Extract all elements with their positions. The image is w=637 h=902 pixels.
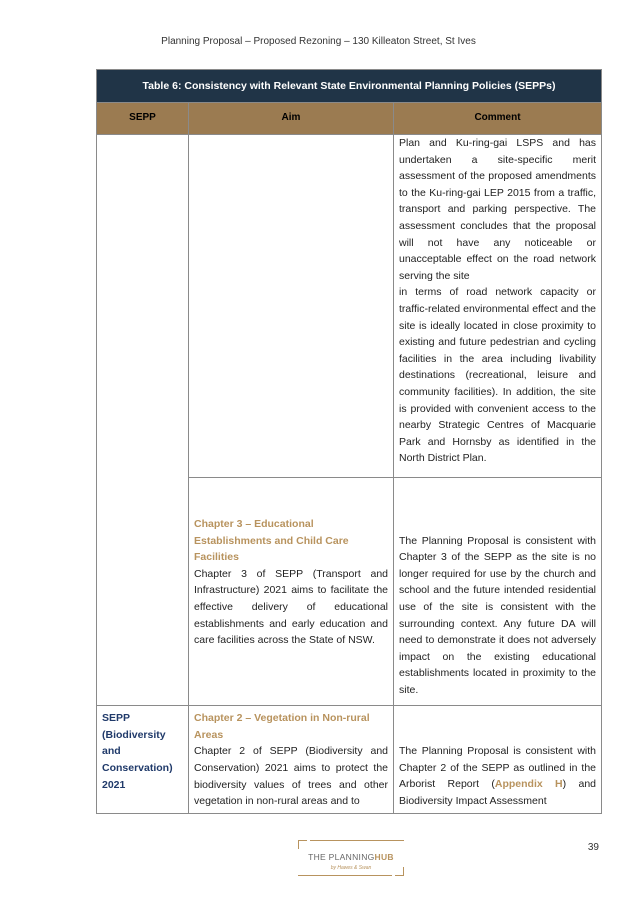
comment-text: The Planning Proposal is consistent with Chapter 3 of the SEPP as the site is no longer required for use by the church and school and the future intended residential use of the site is consistent with the surrounding context. Any future DA will need to demonstrate it does not adversely impact on the existing educational establishments located in proximity to the site.: [399, 534, 597, 696]
column-header-sepp: SEPP: [97, 103, 189, 135]
comment-paragraph: in terms of road network capacity or traffic-related environmental effect and the site is ideally located in close proximity to existing and future pedestrian and cycling facilities in the area including livability destinations (recreational, leisure and community facilities). In addition, the site is provided with convenient access to the nearby Strategic Centres of Macquarie Park and Hornsby as identified in the North District Plan.: [399, 286, 597, 465]
column-header-aim: Aim: [189, 103, 394, 135]
table-row: [97, 706, 602, 814]
page-number: 39: [587, 842, 599, 853]
comment-cell: [394, 706, 602, 814]
chapter-heading: Chapter 2 – Vegetation in Non-rural Areas: [194, 712, 370, 741]
comment-cell: [394, 135, 602, 478]
aim-text: Chapter 2 of SEPP (Biodiversity and Conservation) 2021 aims to protect the biodiversity values of trees and other vegetation in non-rural areas and to: [194, 745, 388, 808]
planning-hub-logo: [298, 840, 404, 876]
sepp-consistency-table: [96, 69, 602, 814]
comment-text: The Planning Proposal is consistent with Chapter 2 of the SEPP as outlined in the Arborist Report (Appendix H) and Biodiversity Impact Assessment: [399, 745, 597, 808]
comment-cell: [394, 477, 602, 705]
sepp-cell-empty: [97, 135, 189, 706]
comment-paragraph: Plan and Ku-ring-gai LSPS and has undertaken a site-specific merit assessment of the proposed amendments to the Ku-ring-gai LEP 2015 from a traffic, transport and parking perspective. The assessment concludes that the proposal will not have any noticeable or unacceptable effect on the road network serving the site: [399, 137, 597, 282]
aim-cell-empty: [189, 135, 394, 478]
document-header: Planning Proposal – Proposed Rezoning – 130 Killeaton Street, St Ives: [161, 36, 476, 47]
aim-text: Chapter 3 of SEPP (Transport and Infrastructure) 2021 aims to facilitate the effective delivery of educational establishments and early education and care facilities across the State of NSW.: [194, 567, 388, 647]
aim-cell: [189, 477, 394, 705]
appendix-reference: Appendix H: [494, 778, 563, 791]
aim-cell: [189, 706, 394, 814]
logo-tagline: by Hawes & Swan: [330, 865, 372, 871]
sepp-cell: [97, 706, 189, 814]
column-header-comment: Comment: [394, 103, 602, 135]
sepp-name: SEPP (Biodiversity and Conservation) 2021: [102, 712, 173, 791]
logo-text: THE PLANNINGHUB: [308, 852, 394, 862]
table-row: [97, 135, 602, 478]
table-title: Table 6: Consistency with Relevant State Environmental Planning Policies (SEPPs): [97, 70, 602, 103]
chapter-heading: Chapter 3 – Educational Establishments and Child Care Facilities: [194, 517, 349, 564]
